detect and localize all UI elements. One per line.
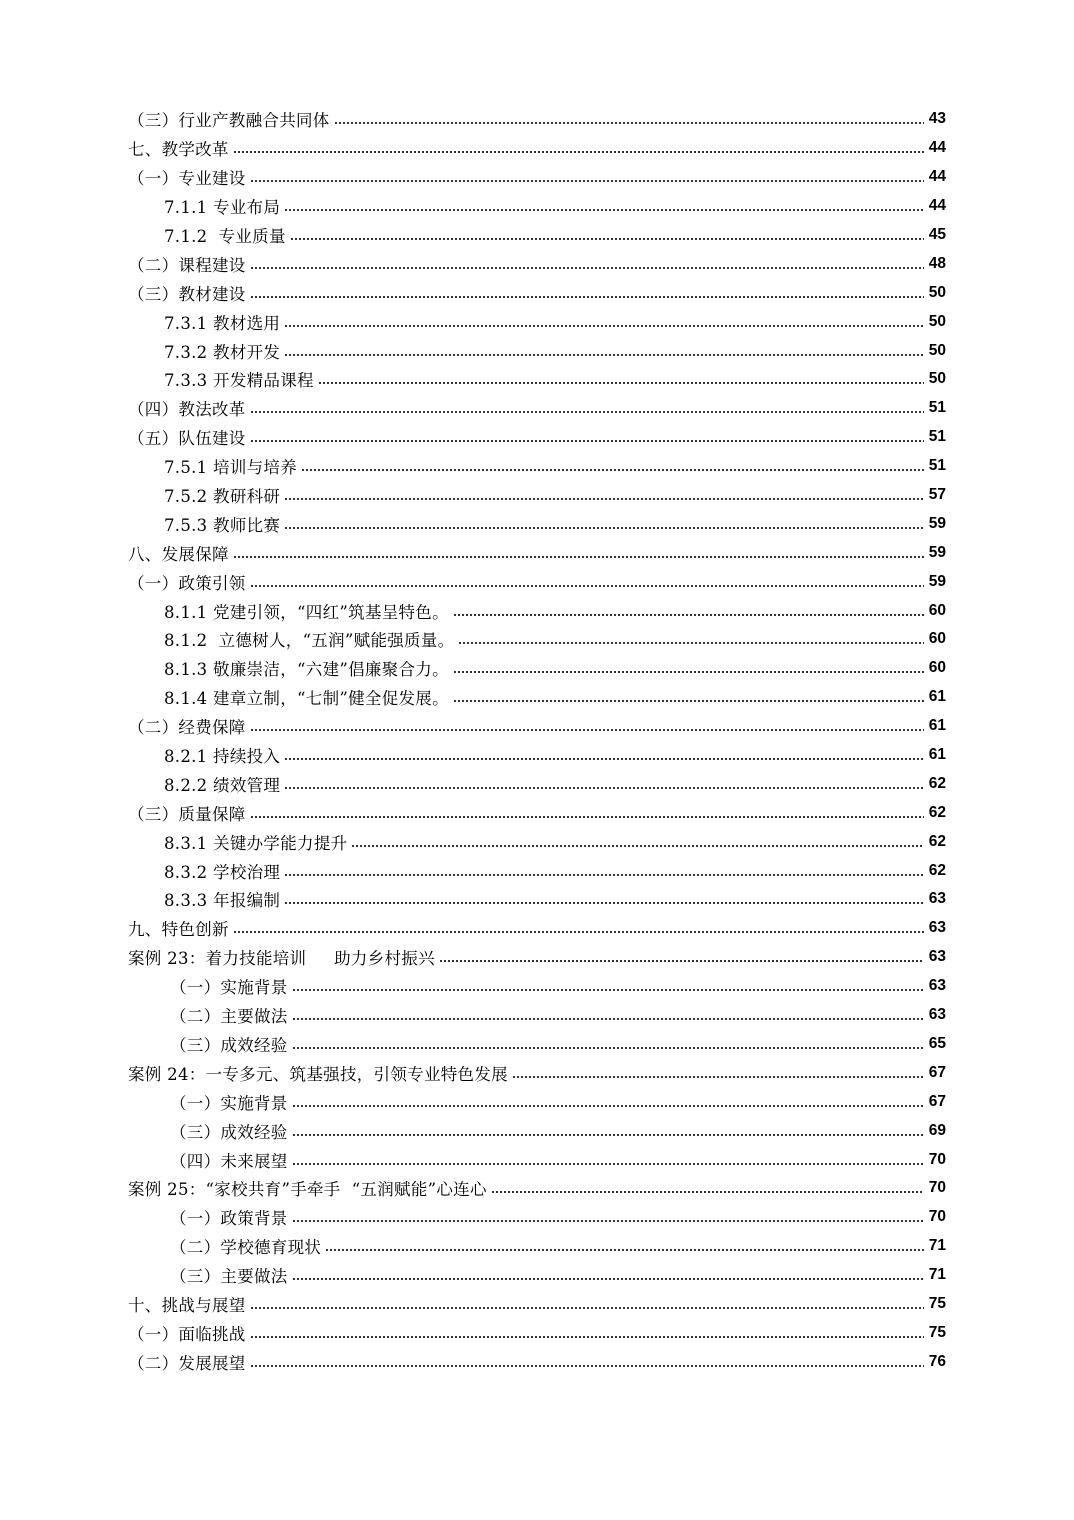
toc-entry[interactable] — [128, 914, 946, 943]
dot-leader — [292, 1105, 924, 1107]
toc-entry[interactable] — [128, 741, 946, 770]
toc-entry[interactable] — [128, 683, 946, 712]
dot-leader — [284, 354, 924, 356]
toc-entry-title: 九、特色创新 — [128, 920, 229, 940]
toc-entry[interactable] — [128, 856, 946, 885]
toc-entry[interactable] — [128, 1116, 946, 1145]
toc-entry[interactable] — [128, 885, 946, 914]
toc-entry-title: 7.5.3 教师比赛 — [164, 515, 281, 535]
dot-leader — [292, 1047, 924, 1049]
dot-leader — [284, 325, 924, 327]
toc-entry[interactable] — [128, 769, 946, 798]
dot-leader — [250, 1365, 924, 1367]
dot-leader — [284, 787, 924, 789]
toc-entry-page-number: 51 — [928, 428, 946, 446]
dot-leader — [284, 527, 924, 529]
toc-entry[interactable] — [128, 596, 946, 625]
toc-entry-page-number: 65 — [928, 1034, 946, 1052]
toc-entry[interactable] — [128, 336, 946, 365]
dot-leader — [491, 1191, 924, 1193]
toc-entry[interactable] — [128, 1030, 946, 1059]
toc-entry[interactable] — [128, 654, 946, 683]
dot-leader — [250, 1307, 924, 1309]
toc-entry-page-number: 63 — [928, 1006, 946, 1024]
toc-entry-page-number: 50 — [928, 370, 946, 388]
toc-entry-title: （三）成效经验 — [170, 1122, 288, 1142]
toc-entry-page-number: 67 — [928, 1063, 946, 1081]
toc-entry-page-number: 63 — [928, 948, 946, 966]
dot-leader — [292, 1278, 924, 1280]
toc-entry-page-number: 62 — [928, 832, 946, 850]
toc-entry-title: 7.5.1 培训与培养 — [164, 458, 298, 478]
dot-leader — [292, 1134, 924, 1136]
toc-entry-title: （二）发展展望 — [128, 1353, 246, 1373]
dot-leader — [292, 1018, 924, 1020]
toc-entry-title: （五）队伍建设 — [128, 429, 246, 449]
toc-entry-page-number: 61 — [928, 746, 946, 764]
toc-entry-title: 7.3.2 教材开发 — [164, 342, 281, 362]
toc-entry[interactable] — [128, 163, 946, 192]
dot-leader — [325, 1249, 924, 1251]
toc-entry-page-number: 71 — [928, 1266, 946, 1284]
toc-entry[interactable] — [128, 1232, 946, 1261]
toc-entry-page-number: 67 — [928, 1092, 946, 1110]
toc-entry-page-number: 61 — [928, 688, 946, 706]
dot-leader — [284, 209, 924, 211]
toc-entry[interactable] — [128, 249, 946, 278]
dot-leader — [233, 931, 924, 933]
dot-leader — [290, 238, 924, 240]
toc-entry[interactable] — [128, 1290, 946, 1319]
dot-leader — [233, 556, 924, 558]
toc-entry[interactable] — [128, 481, 946, 510]
toc-entry-page-number: 51 — [928, 399, 946, 417]
toc-entry-title: （二）主要做法 — [170, 1007, 288, 1027]
toc-entry-page-number: 71 — [928, 1237, 946, 1255]
dot-leader — [292, 989, 924, 991]
toc-entry[interactable] — [128, 423, 946, 452]
dot-leader — [250, 180, 924, 182]
toc-entry-title: （一）实施背景 — [170, 1093, 288, 1113]
toc-entry-title: （四）教法改革 — [128, 400, 246, 420]
toc-entry-page-number: 60 — [928, 601, 946, 619]
dot-leader — [284, 874, 924, 876]
toc-entry-title: 7.1.2 专业质量 — [164, 227, 286, 246]
toc-entry[interactable] — [128, 943, 946, 972]
toc-entry[interactable] — [128, 134, 946, 163]
toc-entry-title: 8.3.3 年报编制 — [164, 891, 281, 911]
dot-leader — [284, 498, 924, 500]
dot-leader — [250, 267, 924, 269]
toc-entry-title: 案例 23：着力技能培训 助力乡村振兴 — [128, 949, 435, 969]
toc-entry-page-number: 75 — [928, 1323, 946, 1341]
dot-leader — [318, 382, 924, 384]
toc-entry-page-number: 61 — [928, 717, 946, 735]
toc-entry[interactable] — [128, 365, 946, 394]
toc-entry-page-number: 44 — [928, 139, 946, 157]
toc-entry[interactable] — [128, 567, 946, 596]
toc-entry-page-number: 59 — [928, 543, 946, 561]
toc-entry-title: 七、教学改革 — [128, 140, 229, 160]
dot-leader — [250, 411, 924, 413]
toc-entry-page-number: 62 — [928, 774, 946, 792]
toc-entry[interactable] — [128, 625, 946, 654]
toc-entry-title: （二）课程建设 — [128, 255, 246, 275]
toc-entry[interactable] — [128, 1347, 946, 1376]
toc-entry[interactable] — [128, 192, 946, 221]
toc-entry-page-number: 63 — [928, 919, 946, 937]
dot-leader — [250, 296, 924, 298]
toc-entry-title: （三）行业产教融合共同体 — [128, 111, 330, 131]
dot-leader — [292, 1163, 924, 1165]
dot-leader — [453, 671, 924, 673]
toc-entry-title: （三）成效经验 — [170, 1035, 288, 1055]
toc-entry-title: （一）政策引领 — [128, 573, 246, 593]
dot-leader — [250, 816, 924, 818]
toc-entry-title: 8.3.2 学校治理 — [164, 862, 281, 882]
dot-leader — [512, 1076, 924, 1078]
toc-entry-title: 案例 25：“家校共育”手牵手 “五润赋能”心连心 — [128, 1180, 487, 1200]
toc-entry-page-number: 75 — [928, 1294, 946, 1312]
toc-entry-title: （二）经费保障 — [128, 718, 246, 738]
toc-entry[interactable] — [128, 394, 946, 423]
toc-entry-page-number: 60 — [928, 659, 946, 677]
toc-entry-page-number: 70 — [928, 1208, 946, 1226]
dot-leader — [233, 151, 924, 153]
toc-entry[interactable] — [128, 1318, 946, 1347]
toc-entry[interactable] — [128, 538, 946, 567]
toc-entry[interactable] — [128, 105, 946, 134]
toc-entry-title: （三）质量保障 — [128, 804, 246, 824]
toc-entry-title: 十、挑战与展望 — [128, 1295, 246, 1315]
toc-entry-title: 案例 24：一专多元、筑基强技，引领专业特色发展 — [128, 1064, 508, 1084]
toc-entry-title: （四）未来展望 — [170, 1151, 288, 1171]
toc-entry-title: 7.1.1 专业布局 — [164, 198, 281, 218]
toc-entry-page-number: 50 — [928, 312, 946, 330]
toc-entry-page-number: 60 — [928, 630, 946, 648]
toc-entry-title: 8.1.1 党建引领，“四红”筑基呈特色。 — [164, 602, 449, 622]
toc-entry[interactable] — [128, 1087, 946, 1116]
toc-entry-page-number: 43 — [928, 110, 946, 128]
toc-entry[interactable] — [128, 1145, 946, 1174]
toc-entry[interactable] — [128, 1058, 946, 1087]
dot-leader — [458, 642, 924, 644]
toc-entry-page-number: 62 — [928, 803, 946, 821]
toc-entry[interactable] — [128, 712, 946, 741]
dot-leader — [334, 122, 924, 124]
toc-entry[interactable] — [128, 1174, 946, 1203]
toc-entry[interactable] — [128, 798, 946, 827]
toc-entry-title: 8.1.3 敬廉崇洁，“六建”倡廉聚合力。 — [164, 660, 449, 680]
toc-entry-title: （一）专业建设 — [128, 169, 246, 189]
toc-entry-page-number: 69 — [928, 1121, 946, 1139]
toc-entry-page-number: 59 — [928, 514, 946, 532]
toc-entry[interactable] — [128, 972, 946, 1001]
toc-entry[interactable] — [128, 278, 946, 307]
toc-entry-page-number: 70 — [928, 1150, 946, 1168]
dot-leader — [250, 1336, 924, 1338]
toc-entry-title: 8.2.1 持续投入 — [164, 747, 281, 767]
toc-entry-title: （二）学校德育现状 — [170, 1238, 322, 1258]
dot-leader — [351, 845, 924, 847]
toc-entry[interactable] — [128, 221, 946, 250]
toc-entry-page-number: 70 — [928, 1179, 946, 1197]
toc-entry-page-number: 59 — [928, 572, 946, 590]
toc-entry-title: 7.3.3 开发精品课程 — [164, 371, 314, 391]
toc-entry[interactable] — [128, 509, 946, 538]
toc-entry-page-number: 48 — [928, 254, 946, 272]
toc-entry-page-number: 51 — [928, 457, 946, 475]
toc-entry[interactable] — [128, 452, 946, 481]
toc-entry-title: （一）政策背景 — [170, 1209, 288, 1229]
toc-entry-page-number: 57 — [928, 486, 946, 504]
toc-entry-page-number: 44 — [928, 168, 946, 186]
dot-leader — [453, 614, 924, 616]
dot-leader — [284, 902, 924, 904]
toc-entry-title: 8.1.4 建章立制，“七制”健全促发展。 — [164, 689, 449, 709]
dot-leader — [292, 1220, 924, 1222]
table-of-contents — [128, 105, 946, 1376]
toc-entry[interactable] — [128, 827, 946, 856]
toc-entry-title: 8.3.1 关键办学能力提升 — [164, 833, 348, 853]
toc-entry-page-number: 44 — [928, 197, 946, 215]
toc-entry-page-number: 76 — [928, 1352, 946, 1370]
toc-entry[interactable] — [128, 1203, 946, 1232]
toc-entry-title: （一）实施背景 — [170, 978, 288, 998]
toc-entry-title: （三）教材建设 — [128, 284, 246, 304]
toc-entry[interactable] — [128, 307, 946, 336]
toc-entry-title: （一）面临挑战 — [128, 1324, 246, 1344]
dot-leader — [284, 758, 924, 760]
toc-entry-page-number: 63 — [928, 977, 946, 995]
toc-entry-page-number: 50 — [928, 341, 946, 359]
toc-entry-title: 8.2.2 绩效管理 — [164, 775, 281, 795]
dot-leader — [453, 700, 924, 702]
toc-entry-title: 8.1.2 立德树人，“五润”赋能强质量。 — [164, 631, 455, 651]
toc-entry[interactable] — [128, 1261, 946, 1290]
dot-leader — [250, 729, 924, 731]
toc-entry-title: 八、发展保障 — [128, 544, 229, 564]
dot-leader — [439, 960, 924, 962]
toc-entry-page-number: 50 — [928, 283, 946, 301]
toc-entry-page-number: 45 — [928, 226, 946, 243]
dot-leader — [250, 440, 924, 442]
toc-entry[interactable] — [128, 1001, 946, 1030]
dot-leader — [301, 469, 924, 471]
toc-entry-page-number: 63 — [928, 890, 946, 908]
dot-leader — [250, 585, 924, 587]
toc-entry-title: 7.5.2 教研科研 — [164, 487, 281, 507]
toc-entry-title: （三）主要做法 — [170, 1267, 288, 1287]
toc-entry-title: 7.3.1 教材选用 — [164, 313, 281, 333]
toc-entry-page-number: 62 — [928, 861, 946, 879]
